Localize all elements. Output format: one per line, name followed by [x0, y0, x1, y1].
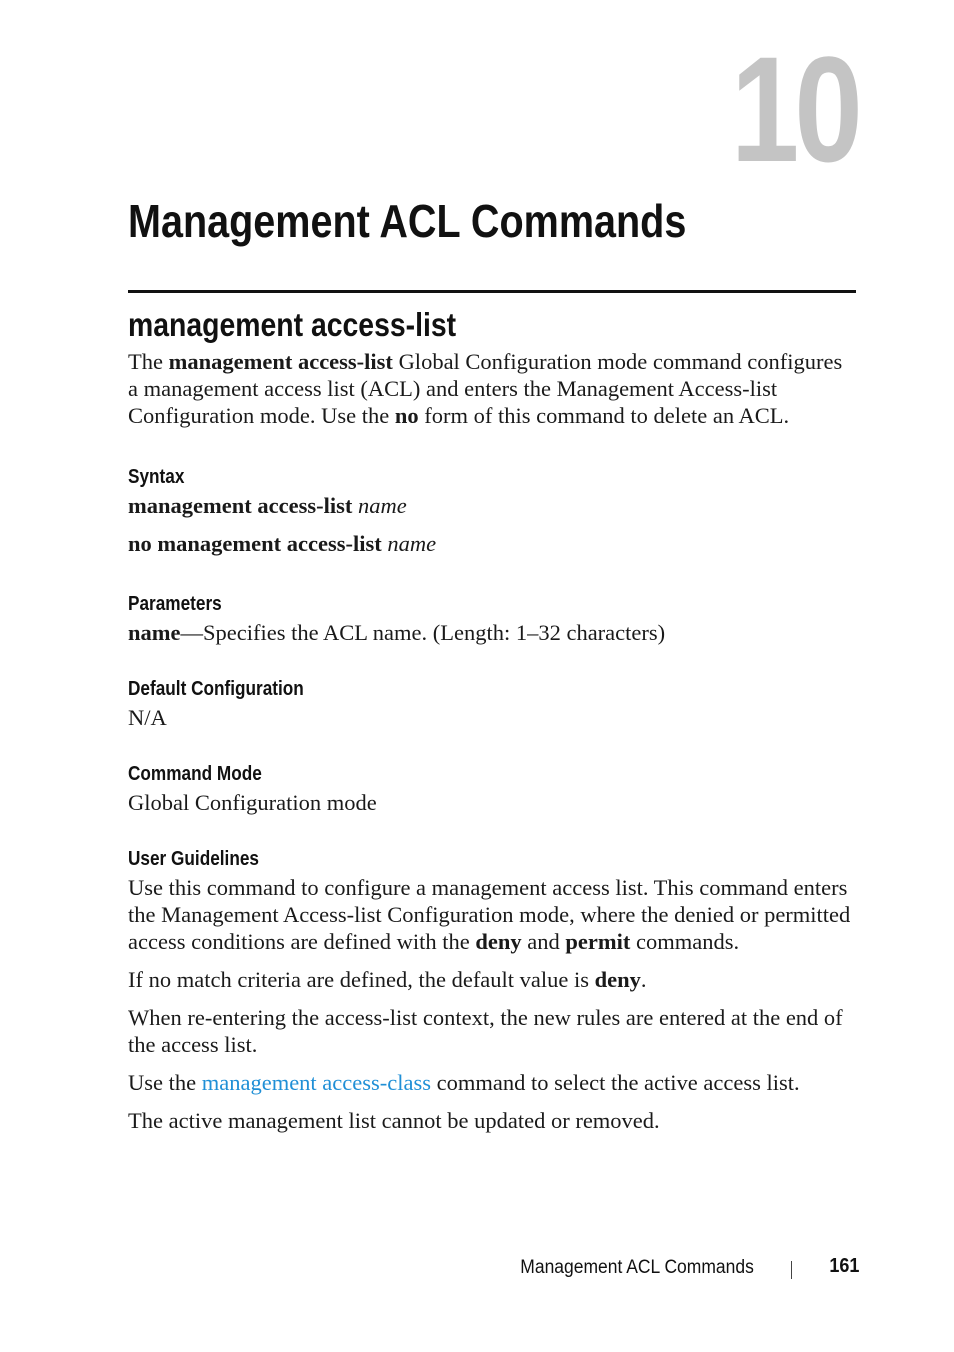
intro-no-keyword: no [394, 403, 419, 428]
guideline-1-text-1: Use this command to configure a management access list. This command enters the Management Access-list Configuration mode, where the denied or permitted access conditions are defined with the [128, 875, 851, 954]
chapter-title: Management ACL Commands [128, 195, 687, 247]
default-config-value: N/A [128, 705, 167, 730]
guideline-2-text-1: If no match criteria are defined, the default value is [128, 967, 595, 992]
intro-paragraph [128, 348, 856, 429]
parameter-description: —Specifies the ACL name. (Length: 1–32 characters) [180, 620, 666, 645]
command-mode-heading: Command Mode [128, 763, 262, 785]
guideline-4-text-1: Use the [128, 1070, 202, 1095]
intro-text-1: The [128, 349, 169, 374]
guideline-1-text-3: commands. [630, 929, 740, 954]
syntax-line-2 [128, 530, 856, 557]
chapter-number: 10 [731, 25, 858, 193]
guideline-paragraph-3: When re-entering the access-list context, the new rules are entered at the end of the access list. [128, 1005, 843, 1057]
guideline-1-text-2: and [521, 929, 566, 954]
footer-separator [791, 1261, 792, 1279]
guideline-paragraph-2 [128, 966, 856, 993]
parameter-name [128, 619, 856, 646]
parameters-heading: Parameters [128, 593, 222, 615]
syntax-command-2: no management access-list [128, 531, 382, 556]
section-title: management access-list [128, 306, 457, 343]
default-config-heading: Default Configuration [128, 678, 304, 700]
syntax-arg-1: name [357, 493, 407, 518]
footer-title: Management ACL Commands [520, 1257, 754, 1278]
guideline-paragraph-4 [128, 1069, 856, 1096]
intro-command-name: management access-list [168, 349, 393, 374]
syntax-command-1: management access-list [128, 493, 353, 518]
intro-text-3: form of this command to delete an ACL. [418, 403, 790, 428]
guideline-4-text-2: command to select the active access list. [431, 1070, 800, 1095]
parameter-term: name [128, 620, 181, 645]
page-footer [0, 1255, 954, 1285]
section-divider [128, 290, 856, 293]
user-guidelines-heading: User Guidelines [128, 848, 259, 870]
guideline-1-deny: deny [475, 929, 522, 954]
syntax-arg-2: name [387, 531, 437, 556]
page-number: 161 [828, 1255, 859, 1277]
command-mode-value: Global Configuration mode [128, 790, 377, 815]
guideline-paragraph-5: The active management list cannot be updated or removed. [128, 1108, 660, 1133]
management-access-class-link[interactable]: management access-class [201, 1070, 431, 1095]
guideline-1-permit: permit [565, 929, 631, 954]
guideline-2-text-2: . [640, 967, 647, 992]
syntax-line-1 [128, 492, 856, 519]
syntax-heading: Syntax [128, 466, 185, 488]
guideline-2-deny: deny [594, 967, 641, 992]
page-body [128, 348, 856, 1134]
intro-text-2: Global Configuration mode command configures a management access list (ACL) and enters the Management Access-list Configuration mode. Use the [128, 349, 843, 428]
guideline-paragraph-1 [128, 874, 856, 955]
